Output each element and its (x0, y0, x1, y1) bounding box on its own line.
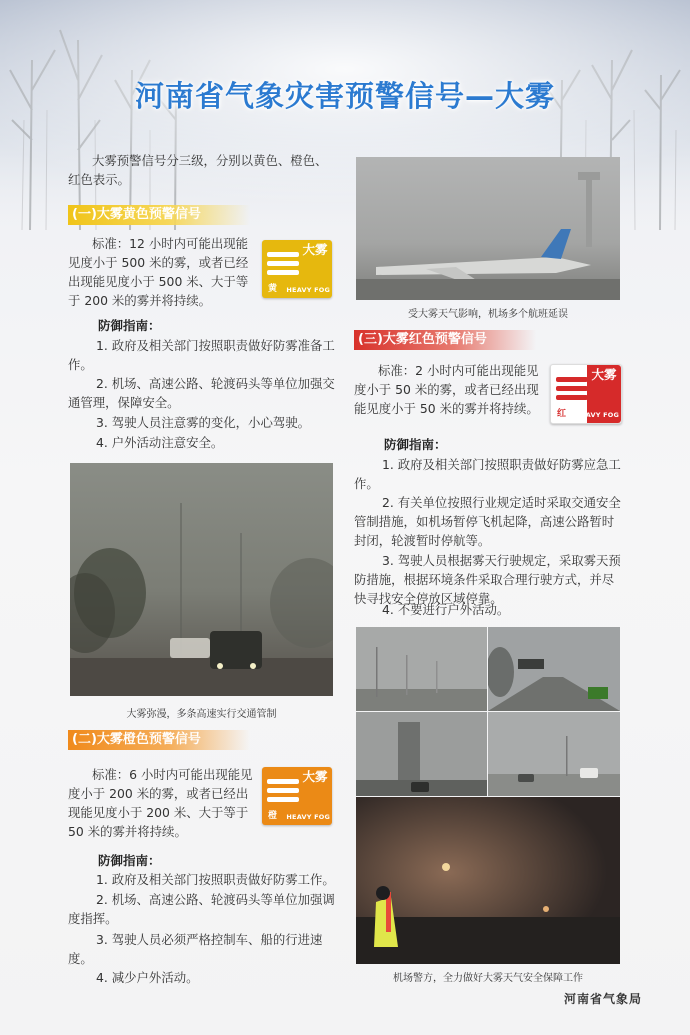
yellow-standard-text: 标准：12 小时内可能出现能见度小于 500 米的雾，或者已经出现能见度小于 500 米、大于等于 200 米的雾并将持续。 (68, 236, 249, 308)
orange-icon-en: HEAVY FOG (286, 813, 330, 821)
red-icon-en: HEAVY FOG (575, 411, 619, 419)
red-icon-level: 红 (557, 409, 567, 419)
police-photo-caption: 机场警方，全力做好大雾天气安全保障工作 (393, 973, 583, 984)
publisher-footer: 河南省气象局 (563, 992, 642, 1006)
red-guide-title: 防御指南： (384, 437, 447, 452)
red-item-3: 3. 驾驶人员根据雾天行驶规定，采取雾天预防措施，根据环境条件采取合理行驶方式，并尽快寻找安全停放区域停靠。 (354, 553, 621, 606)
red-item-4: 4. 不要进行户外活动。 (382, 602, 510, 617)
yellow-guide-title: 防御指南： (98, 318, 161, 333)
orange-icon-level: 橙 (268, 811, 278, 821)
yellow-item-1: 1. 政府及相关部门按照职责做好防雾准备工作。 (68, 338, 335, 372)
airport-photo-caption: 受大雾天气影响，机场多个航班延误 (408, 309, 568, 320)
red-icon-text: 大雾 (591, 367, 617, 382)
yellow-warning-header: (一)大雾黄色预警信号 (68, 205, 250, 225)
fog-road-photo-1 (356, 627, 487, 711)
orange-standard-text: 标准：6 小时内可能出现能见度小于 200 米的雾，或者已经出现能见度小于 200 米、大于等于 50 米的雾并将持续。 (68, 767, 253, 839)
page-title: 河南省气象灾害预警信号—大雾 (134, 79, 555, 113)
orange-fog-signal-icon (262, 767, 332, 825)
orange-icon-text: 大雾 (302, 769, 328, 784)
fog-road-photo-4 (488, 712, 620, 796)
orange-item-4: 4. 减少户外活动。 (96, 970, 199, 985)
fog-road-photo-3 (356, 712, 487, 796)
yellow-fog-signal-icon (262, 240, 332, 298)
yellow-icon-en: HEAVY FOG (286, 286, 330, 294)
highway-photo-caption: 大雾弥漫，多条高速实行交通管制 (126, 709, 277, 720)
yellow-item-4: 4. 户外活动注意安全。 (96, 435, 224, 450)
yellow-item-2: 2. 机场、高速公路、轮渡码头等单位加强交通管理，保障安全。 (68, 376, 335, 410)
orange-item-3: 3. 驾驶人员必须严格控制车、船的行进速度。 (68, 932, 323, 966)
red-item-1: 1. 政府及相关部门按照职责做好防雾应急工作。 (354, 457, 621, 491)
intro-text: 大雾预警信号分三级，分别以黄色、橙色、红色表示。 (68, 153, 328, 187)
red-standard-text: 标准：2 小时内可能出现能见度小于 50 米的雾，或者已经出现能见度小于 50 米的雾并将持续。 (354, 363, 539, 416)
orange-warning-header: (二)大雾橙色预警信号 (68, 730, 250, 750)
airport-fog-photo (356, 157, 620, 300)
orange-guide-title: 防御指南： (98, 853, 161, 868)
yellow-item-3: 3. 驾驶人员注意雾的变化，小心驾驶。 (96, 415, 311, 430)
red-item-2: 2. 有关单位按照行业规定适时采取交通安全管制措施，如机场暂停飞机起降，高速公路暂时封闭，轮渡暂时停航等。 (354, 495, 621, 548)
red-warning-header: (三)大雾红色预警信号 (354, 330, 536, 350)
fog-road-photo-2 (488, 627, 620, 711)
highway-fog-photo (70, 463, 333, 696)
yellow-icon-level: 黄 (268, 284, 278, 294)
orange-item-2: 2. 机场、高速公路、轮渡码头等单位加强调度指挥。 (68, 892, 335, 926)
orange-item-1: 1. 政府及相关部门按照职责做好防雾工作。 (96, 872, 335, 887)
red-fog-signal-icon (550, 364, 622, 424)
yellow-icon-text: 大雾 (302, 242, 328, 257)
airport-police-photo (356, 797, 620, 964)
